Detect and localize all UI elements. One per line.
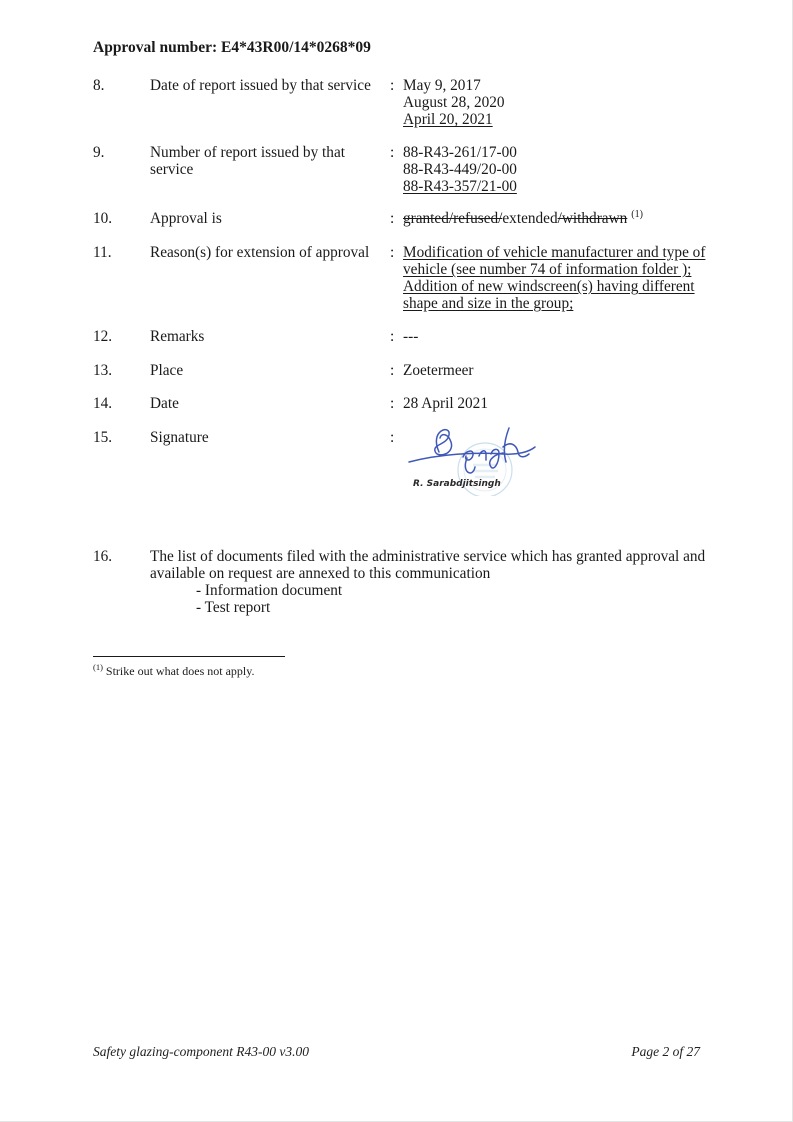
extension-reason-line: Modification of vehicle manufacturer and type of: [403, 244, 706, 261]
colon-separator: :: [390, 210, 395, 227]
colon-separator: :: [390, 362, 395, 379]
approval-number-header: Approval number: E4*43R00/14*0268*09: [93, 39, 371, 56]
footnote-text: Strike out what does not apply.: [105, 664, 255, 678]
footnote-divider: [93, 656, 285, 657]
documents-list-text: [150, 548, 718, 616]
item-label: Remarks: [150, 328, 205, 345]
item-value: 28 April 2021: [403, 395, 488, 412]
documents-intro-line: The list of documents filed with the administrative service which has granted approval and: [150, 548, 706, 565]
item-number: 10.: [93, 210, 113, 227]
colon-separator: :: [390, 244, 395, 261]
item-number: 14.: [93, 395, 113, 412]
footnote-reference: (1): [631, 208, 643, 220]
item-10-row: [93, 210, 718, 227]
report-number-line: 88-R43-261/17-00: [403, 144, 517, 161]
struck-option: /withdrawn: [557, 210, 628, 227]
kept-option: extended: [502, 210, 558, 227]
item-12-row: [93, 328, 718, 345]
item-value: [403, 144, 718, 195]
item-value: [403, 77, 718, 128]
report-date-line: April 20, 2021: [403, 111, 493, 128]
footnote-marker: (1): [93, 662, 103, 672]
item-number: 9.: [93, 144, 105, 161]
annexed-document: - Information document: [196, 582, 343, 599]
item-label: Signature: [150, 429, 209, 446]
extension-reason-line: Addition of new windscreen(s) having different: [403, 278, 695, 295]
item-number: 11.: [93, 244, 112, 261]
page-footer: [93, 1044, 700, 1060]
colon-separator: :: [390, 429, 395, 446]
item-value: ---: [403, 328, 419, 345]
report-date-line: May 9, 2017: [403, 77, 481, 94]
extension-reason-line: vehicle (see number 74 of information folder );: [403, 261, 692, 278]
item-number: 15.: [93, 429, 113, 446]
item-label: Reason(s) for extension of approval: [150, 244, 370, 261]
signatory-name: R. Sarabdjitsingh: [413, 479, 501, 489]
item-9-row: [93, 144, 718, 195]
colon-separator: :: [390, 77, 395, 94]
item-label: Date: [150, 395, 179, 412]
item-14-row: [93, 395, 718, 412]
item-16-row: [93, 548, 718, 616]
report-number-line: 88-R43-357/21-00: [403, 178, 517, 195]
documents-intro-line: available on request are annexed to this communication: [150, 565, 491, 582]
extension-reason-line: shape and size in the group;: [403, 295, 574, 312]
colon-separator: :: [390, 328, 395, 345]
item-label: Approval is: [150, 210, 222, 227]
item-number: 12.: [93, 328, 113, 345]
report-date-line: August 28, 2020: [403, 94, 505, 111]
item-label: Number of report issued by that service: [150, 144, 345, 178]
item-value: Zoetermeer: [403, 362, 474, 379]
colon-separator: :: [390, 395, 395, 412]
struck-option: granted/refused/: [403, 210, 503, 227]
item-number: 16.: [93, 548, 113, 565]
colon-separator: :: [390, 144, 395, 161]
signature-strokes: [409, 428, 535, 473]
footer-document-title: Safety glazing-component R43-00 v3.00: [93, 1044, 309, 1059]
item-label: Date of report issued by that service: [150, 77, 371, 94]
report-number-line: 88-R43-449/20-00: [403, 161, 517, 178]
item-8-row: [93, 77, 718, 128]
item-number: 8.: [93, 77, 105, 94]
item-11-row: [93, 244, 718, 312]
annexed-document: - Test report: [196, 599, 271, 616]
item-label: Place: [150, 362, 184, 379]
item-13-row: [93, 362, 718, 379]
item-value: [403, 210, 718, 227]
footer-page-number: Page 2 of 27: [631, 1044, 700, 1059]
item-value: [403, 244, 718, 312]
item-number: 13.: [93, 362, 113, 379]
footnote: [93, 664, 254, 679]
